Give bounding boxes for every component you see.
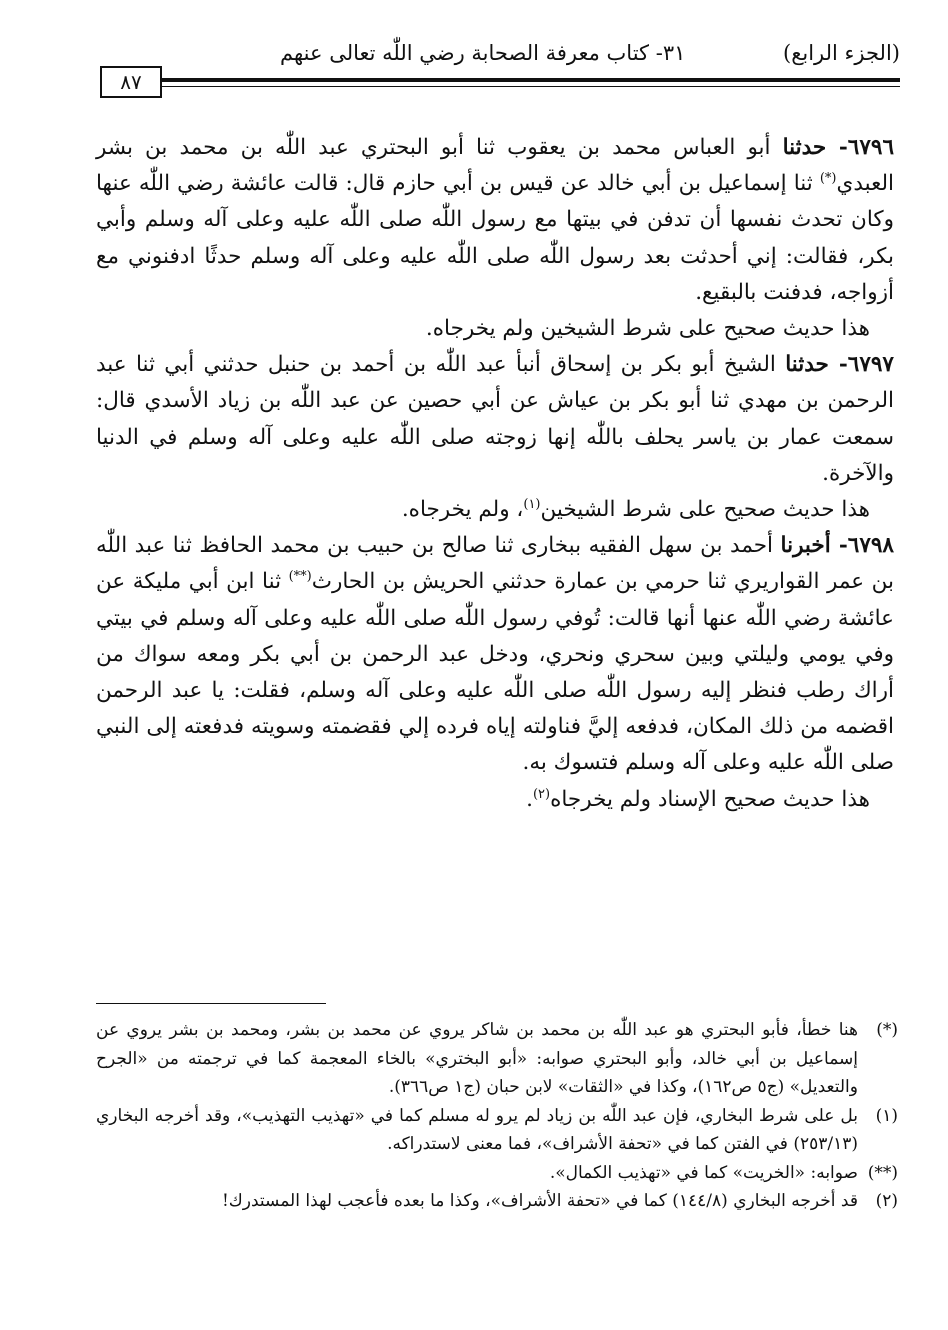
hadith-lead-word: حدثنا [785, 352, 829, 378]
hadith-paragraph: ٦٧٩٦- حدثنا أبو العباس محمد بن يعقوب ثنا أبو البحتري عبد اللّٰه بن محمد بن بشر العبدي(*) ثنا إسماعيل بن أبي خالد عن قيس بن أبي حازم قال: قالت عائشة رضي اللّٰه عنها وكان تحدث نفسها أن تدفن في بيتها مع رسول اللّٰه صلى اللّٰه عليه وعلى آله وسلم وأبي بكر، فقالت: إني أحدثت بعد رسول اللّٰه صلى اللّٰه عليه وعلى آله وسلم حدثًا ادفنوني مع أزواجه، فدفنت بالبقيع. [96, 135, 894, 305]
chapter-title: ٣١- كتاب معرفة الصحابة رضي اللّٰه تعالى عنهم [280, 41, 686, 65]
footnotes [96, 1016, 898, 1216]
note-marker: (٢) [532, 786, 551, 802]
footnote [96, 1102, 898, 1159]
footnote [96, 1187, 898, 1216]
header-rule-thick [162, 78, 900, 82]
hadith-verdict [96, 492, 894, 528]
note-marker: (**) [288, 569, 312, 585]
hadith-lead-word: أخبرنا [780, 533, 831, 559]
verdict-text: ، ولم يخرجاه. [401, 497, 524, 523]
footnote-mark: (**) [867, 1162, 898, 1183]
footnote [96, 1016, 898, 1102]
footnote-text: قد أخرجه البخاري (١٤٤/٨) كما في «تحفة الأشراف»، وكذا ما بعده فأعجب لهذا المستدرك! [221, 1191, 858, 1211]
verdict-text: هذا حديث صحيح الإسناد ولم يخرجاه [550, 786, 870, 812]
footnote-mark: (٢) [875, 1191, 898, 1211]
verdict-text: هذا حديث صحيح على شرط الشيخين ولم يخرجاه. [425, 316, 870, 342]
hadith-number: ٦٧٩٦ [847, 135, 894, 160]
hadith-number: ٦٧٩٧ [847, 352, 894, 378]
volume-label: (الجزء الرابع) [783, 41, 900, 65]
hadith-verdict [96, 782, 894, 818]
footnote-mark: (*) [876, 1020, 898, 1040]
footnote [96, 1159, 898, 1188]
footnote-text: هنا خطأ، فأبو البحتري هو عبد اللّٰه بن محمد بن شاكر يروي عن محمد بن بشر، ومحمد بن بشر يروي عن إسماعيل بن أبي خالد، وأبو البحتري صوابه: «أبو البختري» بالخاء المعجمة كما في ترجمته من «الجرح والتعديل» (ج٥ ص١٦٢)، وكذا في «الثقات» لابن حبان (ج١ ص٣٦٦). [96, 1020, 858, 1097]
verdict-text: هذا حديث صحيح على شرط الشيخين [540, 497, 870, 523]
hadith-verdict [96, 311, 894, 347]
hadith-lead-word: حدثنا [782, 135, 827, 160]
hadith-text: أبو العباس محمد بن يعقوب ثنا أبو البحتري عبد اللّٰه بن محمد بن بشر العبدي [96, 135, 894, 197]
footnote-text: بل على شرط البخاري، فإن عبد اللّٰه بن زياد لم يرو له مسلم كما في «تهذيب التهذيب»، وقد أخرجه البخاري (٢٥٣/١٣) في الفتن كما في «تحفة الأشراف»، فما معنى لاستدراكه. [96, 1105, 858, 1154]
note-marker: (١) [523, 496, 541, 512]
verdict-text: . [526, 786, 533, 812]
note-marker: (*) [819, 171, 837, 187]
running-header [100, 38, 900, 94]
hadith-text: أحمد بن سهل الفقيه ببخارى ثنا صالح بن حبيب بن محمد الحافظ ثنا عبد اللّٰه بن عمر القواريري ثنا حرمي بن عمارة حدثني الحريش بن الحارث [96, 533, 894, 595]
header-rule-thin [162, 86, 900, 87]
hadith-paragraph: ٦٧٩٨- أخبرنا أحمد بن سهل الفقيه ببخارى ثنا صالح بن حبيب بن محمد الحافظ ثنا عبد اللّٰه بن عمر القواريري ثنا حرمي بن عمارة حدثني الحريش بن الحارث(**) ثنا ابن أبي مليكة عن عائشة رضي اللّٰه عنها أنها قالت: تُوفي رسول اللّٰه صلى اللّٰه عليه وعلى آله وسلم في بيتي وفي يومي وليلتي وبين سحري ونحري، ودخل عبد الرحمن بن أبي بكر ومعه سواك من أراك رطب فنظر إليه رسول اللّٰه صلى اللّٰه عليه وعلى آله وسلم، فقلت: يا عبد الرحمن اقضمه من ذلك المكان، فدفعه إليَّ فناولته إياه فرده إلي فقضمته وسويته فدفعته إلى النبي صلى اللّٰه عليه وعلى آله وسلم فتسوك به. [96, 533, 894, 776]
page-number: ٨٧ [100, 66, 162, 98]
hadith-text: الشيخ أبو بكر بن إسحاق أنبأ عبد اللّٰه بن أحمد بن حنبل حدثني أبي ثنا عبد الرحمن بن مهدي ثنا أبو بكر بن عياش عن أبي حصين عن عبد اللّٰه بن زياد الأسدي قال: سمعت عمار بن ياسر يحلف باللّٰه إنها زوجته صلى اللّٰه عليه وعلى آله وسلم في الدنيا والآخرة. [96, 352, 894, 486]
hadith-number: ٦٧٩٨ [847, 533, 894, 559]
hadith-paragraph: ٦٧٩٧- حدثنا الشيخ أبو بكر بن إسحاق أنبأ عبد اللّٰه بن أحمد بن حنبل حدثني أبي ثنا عبد الرحمن بن مهدي ثنا أبو بكر بن عياش عن أبي حصين عن عبد اللّٰه بن زياد الأسدي قال: سمعت عمار بن ياسر يحلف باللّٰه إنها زوجته صلى اللّٰه عليه وعلى آله وسلم في الدنيا والآخرة. [96, 352, 894, 486]
footnote-mark: (١) [875, 1105, 898, 1126]
main-text [96, 130, 894, 818]
footnote-text: صوابه: «الخريت» كما في «تهذيب الكمال». [549, 1162, 858, 1183]
hadith-text: ثنا إسماعيل بن أبي خالد عن قيس بن أبي حازم قال: قالت عائشة رضي اللّٰه عنها وكان تحدث نفسها أن تدفن في بيتها مع رسول اللّٰه صلى اللّٰه عليه وعلى آله وسلم وأبي بكر، فقالت: إني أحدثت بعد رسول اللّٰه صلى اللّٰه عليه وعلى آله وسلم حدثًا ادفنوني مع أزواجه، فدفنت بالبقيع. [96, 171, 894, 305]
hadith-text: ثنا ابن أبي مليكة عن عائشة رضي اللّٰه عنها أنها قالت: تُوفي رسول اللّٰه صلى اللّٰه عليه وعلى آله وسلم في بيتي وفي يومي وليلتي وبين سحري ونحري، ودخل عبد الرحمن بن أبي بكر ومعه سواك من أراك رطب فنظر إليه رسول اللّٰه صلى اللّٰه عليه وعلى آله وسلم، فقلت: يا عبد الرحمن اقضمه من ذلك المكان، فدفعه إليَّ فناولته إياه فرده إلي فقضمته وسويته فدفعته إلى النبي صلى اللّٰه عليه وعلى آله وسلم فتسوك به. [96, 569, 894, 776]
footnote-separator [96, 1003, 326, 1004]
